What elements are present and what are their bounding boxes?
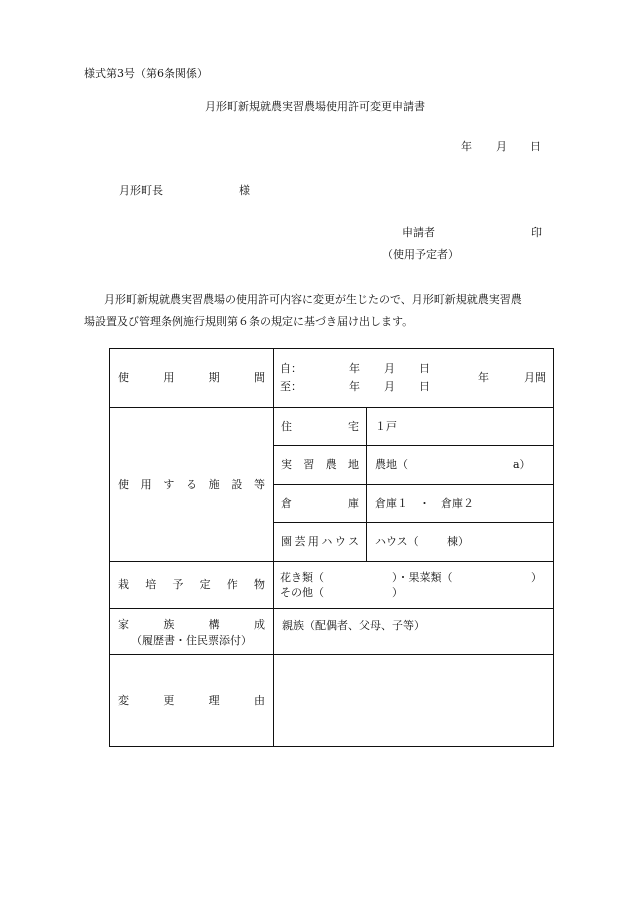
period-label: 使用期間 (110, 349, 274, 408)
family-row (110, 609, 554, 655)
period-from-year: 年 (349, 362, 360, 375)
reason-row (110, 655, 554, 747)
crops-flowers: 花き類（ (280, 571, 324, 584)
crops-value[interactable] (274, 562, 554, 609)
period-total-months: 月間 (524, 371, 546, 384)
period-to-day: 日 (419, 380, 430, 393)
period-to-year: 年 (349, 380, 360, 393)
crops-other: その他（ (280, 586, 324, 599)
family-label: 家族構成 (118, 618, 265, 631)
form-number: 様式第3号（第6条関係） (84, 67, 208, 80)
seal-mark: 印 (531, 226, 542, 239)
addressee-honorific: 様 (239, 184, 250, 197)
addressee-name: 月形町長 (119, 184, 163, 197)
facility-name-greenhouse: 園芸用ハウス (274, 523, 367, 562)
period-from: 自： (280, 362, 302, 375)
warehouse-options: 倉庫１ ・ 倉庫２ (375, 496, 474, 510)
family-value[interactable]: 親族（配偶者、父母、子等） (274, 609, 554, 655)
body-text-line2: 場設置及び管理条例施行規則第６条の規定に基づき届け出します。 (84, 315, 414, 328)
family-sub-label: （履歴書・住民票添付） (131, 634, 252, 647)
period-value[interactable] (274, 349, 554, 408)
facility-value-farmland[interactable] (367, 446, 554, 485)
date-month: 月 (496, 140, 507, 153)
facility-name-farmland: 実習農地 (274, 446, 367, 485)
facilities-label: 使用する施設等 (110, 408, 274, 562)
date-year: 年 (461, 140, 472, 153)
farmland-prefix: 農地（ (375, 458, 408, 471)
crops-other-close: ） (392, 586, 403, 599)
document-title: 月形町新規就農実習農場使用許可変更申請書 (205, 100, 425, 113)
period-from-day: 日 (419, 362, 430, 375)
greenhouse-prefix: ハウス（ (375, 535, 419, 548)
facility-row-housing (110, 408, 554, 446)
facility-value-warehouse[interactable] (367, 485, 554, 523)
date-day: 日 (530, 140, 541, 153)
application-form-table (109, 348, 554, 747)
crops-row (110, 562, 554, 609)
farmland-unit: a） (513, 458, 531, 471)
body-text-line1: 月形町新規就農実習農場の使用許可内容に変更が生じたので、月形町新規就農実習農 (104, 293, 522, 306)
facility-name-housing: 住宅 (274, 408, 367, 446)
period-row (110, 349, 554, 408)
crops-fruit-vegetables: ）・果菜類（ (392, 571, 453, 584)
family-label-cell (110, 609, 274, 655)
reason-value[interactable] (274, 655, 554, 747)
reason-label: 変更理由 (110, 655, 274, 747)
facility-name-warehouse: 倉庫 (274, 485, 367, 523)
applicant-label: 申請者 (402, 226, 435, 239)
greenhouse-unit: 棟） (447, 535, 469, 548)
period-from-month: 月 (384, 362, 395, 375)
facility-value-housing[interactable]: １戸 (367, 408, 554, 446)
applicant-note: （使用予定者） (382, 248, 459, 261)
crops-close: ） (531, 571, 542, 584)
period-to-month: 月 (384, 380, 395, 393)
crops-label: 栽培予定作物 (110, 562, 274, 609)
period-to: 至： (280, 380, 302, 393)
facility-value-greenhouse[interactable] (367, 523, 554, 562)
period-total-year: 年 (478, 371, 489, 384)
